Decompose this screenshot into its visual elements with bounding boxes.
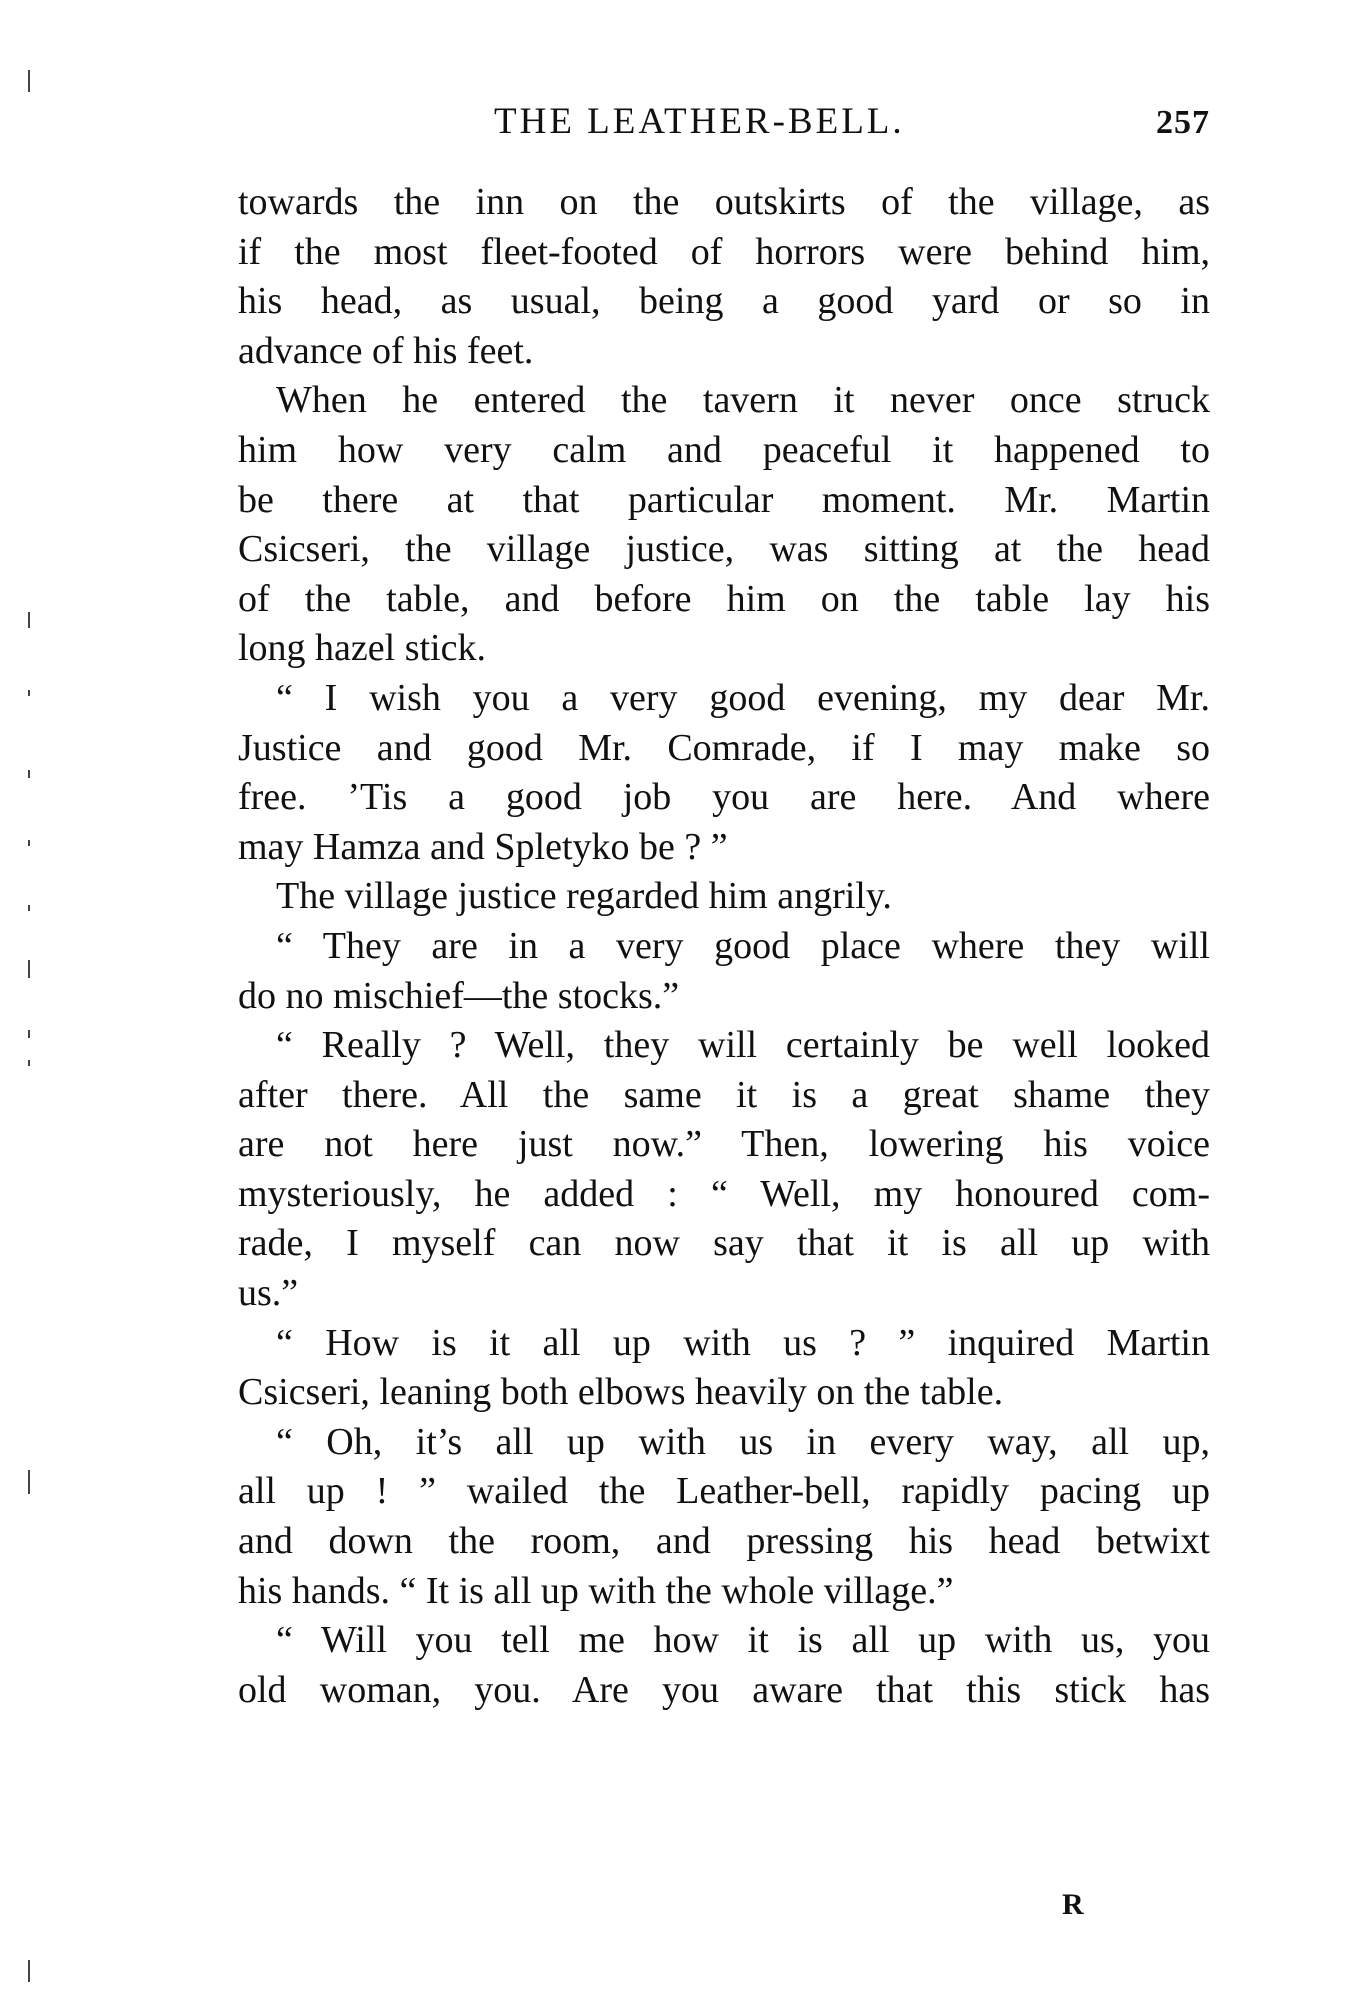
page-number: 257 — [1156, 104, 1210, 141]
text-line: his hands. “ It is all up with the whole village.” — [238, 1569, 954, 1612]
scan-tick — [28, 840, 30, 846]
text-line: him how very calm and peaceful it happened to — [238, 428, 1210, 471]
text-line: Justice and good Mr. Comrade, if I may make so — [238, 726, 1210, 769]
text-line: mysteriously, he added : “ Well, my honoured com- — [238, 1172, 1210, 1215]
text-line: long hazel stick. — [238, 627, 486, 670]
text-line: are not here just now.” Then, lowering his voice — [238, 1123, 1210, 1166]
scan-tick — [28, 1030, 30, 1038]
text-line: old woman, you. Are you aware that this stick has — [238, 1668, 1210, 1711]
text-line: be there at that particular moment. Mr. Martin — [238, 478, 1210, 521]
text-line: “ Oh, it’s all up with us in every way, all up, — [276, 1420, 1210, 1463]
text-line: rade, I myself can now say that it is all up with — [238, 1222, 1210, 1265]
page-header — [238, 100, 1210, 150]
text-line: The village justice regarded him angrily. — [276, 875, 892, 918]
scan-tick — [28, 1960, 30, 1982]
text-line: us.” — [238, 1272, 299, 1315]
text-line: all up ! ” wailed the Leather-bell, rapidly pacing up — [238, 1470, 1210, 1513]
printer-signature-mark: R — [1062, 1888, 1084, 1921]
text-line: free. ’Tis a good job you are here. And where — [238, 776, 1210, 819]
scan-tick — [28, 690, 30, 696]
text-line: do no mischief—the stocks.” — [238, 974, 680, 1017]
text-line: When he entered the tavern it never once struck — [276, 379, 1210, 422]
scan-tick — [28, 960, 30, 978]
text-line: “ Will you tell me how it is all up with us, you — [276, 1619, 1210, 1662]
margin-scan-marks — [28, 0, 32, 1999]
text-line: after there. All the same it is a great shame they — [238, 1073, 1210, 1116]
text-line: and down the room, and pressing his head betwixt — [238, 1520, 1210, 1563]
text-line: his head, as usual, being a good yard or so in — [238, 280, 1210, 323]
scan-tick — [28, 1470, 30, 1494]
text-line: of the table, and before him on the table lay his — [238, 577, 1210, 620]
running-title: THE LEATHER-BELL. — [494, 101, 905, 142]
body-text — [238, 178, 1210, 1715]
scan-tick — [28, 1060, 30, 1066]
text-line: Csicseri, the village justice, was sitting at the head — [238, 528, 1210, 571]
scan-tick — [28, 905, 30, 911]
scan-tick — [28, 770, 30, 778]
text-line: Csicseri, leaning both elbows heavily on the table. — [238, 1371, 1004, 1414]
text-line: “ They are in a very good place where they will — [276, 924, 1210, 967]
text-line: advance of his feet. — [238, 329, 534, 372]
text-line: “ I wish you a very good evening, my dear Mr. — [276, 676, 1210, 719]
text-line: “ How is it all up with us ? ” inquired Martin — [276, 1321, 1210, 1364]
text-line: may Hamza and Spletyko be ? ” — [238, 825, 728, 868]
scan-tick — [28, 70, 30, 92]
text-line: if the most fleet-footed of horrors were behind him, — [238, 230, 1210, 273]
text-line: towards the inn on the outskirts of the village, as — [238, 181, 1210, 223]
scan-tick — [28, 612, 30, 628]
text-line: “ Really ? Well, they will certainly be well looked — [276, 1024, 1210, 1067]
